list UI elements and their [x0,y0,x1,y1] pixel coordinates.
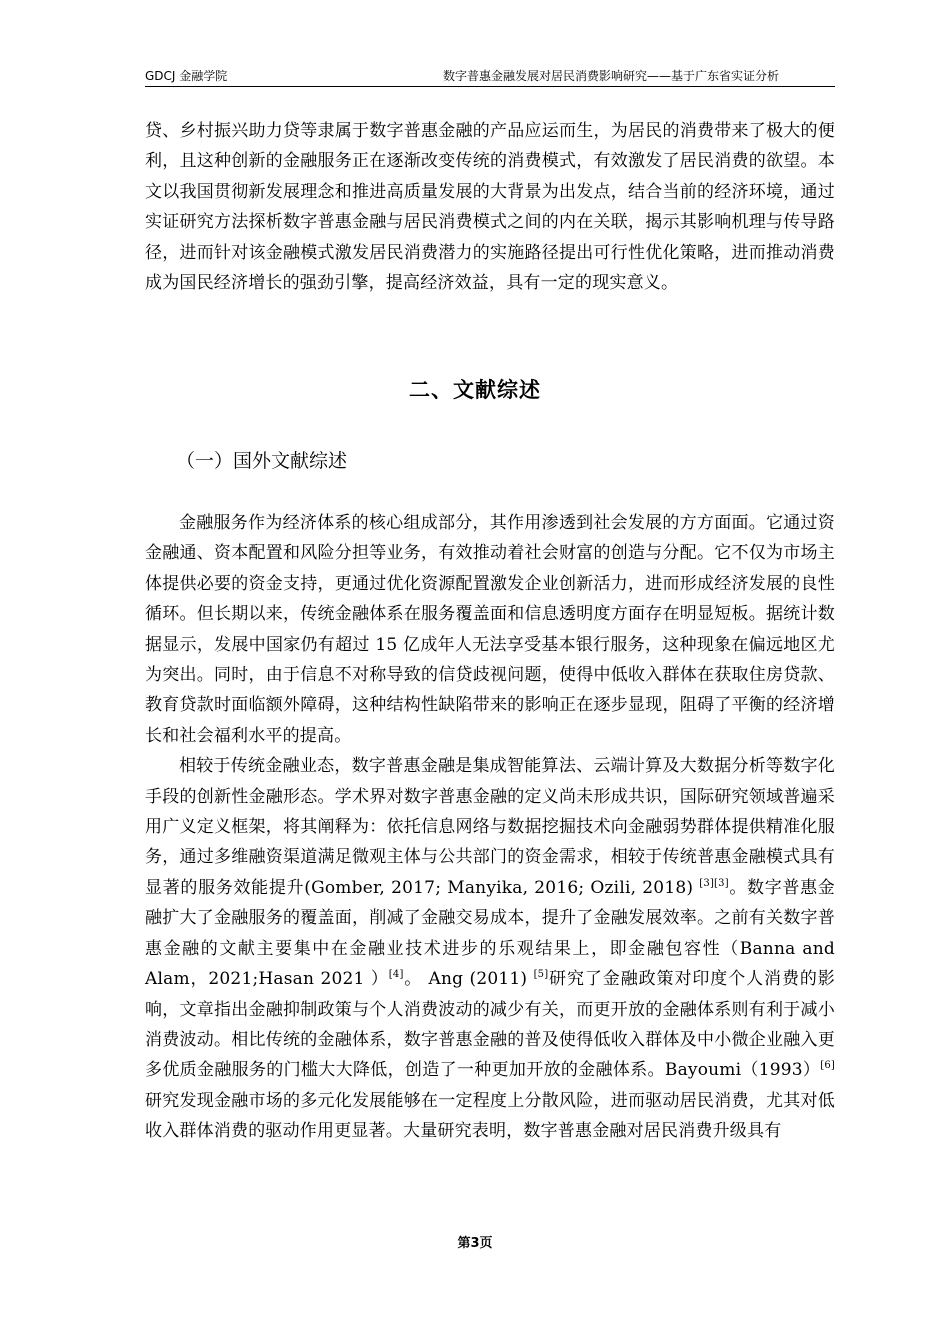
intro-paragraph: 贷、乡村振兴助力贷等隶属于数字普惠金融的产品应运而生，为居民的消费带来了极大的便利，且这种创新的金融服务正在逐渐改变传统的消费模式，有效激发了居民消费的欲望。本文以我国贯彻新发展理念和推进高质量发展的大背景为出发点，结合当前的经济环境，通过实证研究方法探析数字普惠金融与居民消费模式之间的内在关联，揭示其影响机理与传导路径，进而针对该金融模式激发居民消费潜力的实施路径提出可行性优化策略，进而推动消费成为国民经济增长的强劲引擎，提高经济效益，具有一定的现实意义。 [145,121,835,294]
citation-ref-3: [3][3] [699,877,729,889]
paragraph-1: 金融服务作为经济体系的核心组成部分，其作用渗透到社会发展的方方面面。它通过资金融通、资本配置和风险分担等业务，有效推动着社会财富的创造与分配。它不仅为市场主体提供必要的资金支持，更通过优化资源配置激发企业创新活力，进而形成经济发展的良性循环。但长期以来，传统金融体系在服务覆盖面和信息透明度方面存在明显短板。据统计数据显示，发展中国家仍有超过 15 亿成年人无法享受基本银行服务，这种现象在偏远地区尤为突出。同时，由于信息不对称导致的信贷歧视问题，使得中低收入群体在获取住房贷款、教育贷款时面临额外障碍，这种结构性缺陷带来的影响正在逐步显现，阻碍了平衡的经济增长和社会福利水平的提高。 [145,513,835,746]
intro-paragraph-block [145,116,835,298]
paragraph-2-text-3: 。 Ang (2011) [403,969,534,990]
header-institution: GDCJ 金融学院 [145,69,228,83]
page-header [145,64,835,87]
citation-ref-6: [6] [820,1060,835,1072]
page-number: 第3页 [457,1236,493,1251]
literature-review-block [145,508,835,1147]
paragraph-2-text-4: 研究了金融政策对印度个人消费的影响，文章指出金融抑制政策与个人消费波动的减少有关，而更开放的金融体系则有利于减小消费波动。相比传统的金融体系，数字普惠金融的普及使得低收入群体及中小微企业融入更多优质金融服务的门槛大大降低，创造了一种更加开放的金融体系。Bayoumi（1993） [145,969,835,1081]
section-title: 二、文献综述 [409,378,541,402]
paragraph-2 [145,751,835,1146]
paragraph-2-text-2: 。数字普惠金融扩大了金融服务的覆盖面，削减了金融交易成本，提升了金融发展效率。之前有关数字普惠金融的文献主要集中在金融业技术进步的乐观结果上，即金融包容性（Banna and Alam，2021;Hasan 2021 ） [145,877,836,990]
citation-ref-4: [4] [388,969,404,981]
header-paper-title: 数字普惠金融发展对居民消费影响研究——基于广东省实证分析 [442,69,779,83]
paragraph-2-text-1: 相较于传统金融业态，数字普惠金融是集成智能算法、云端计算及大数据分析等数字化手段的创新性金融形态。学术界对数字普惠金融的定义尚未形成共识，国际研究领域普遍采用广义定义框架，将其阐释为：依托信息网络与数据挖掘技术向金融弱势群体提供精准化服务，通过多维融资渠道满足微观主体与公共部门的资金需求，相较于传统普惠金融模式具有显著的服务效能提升(Gomber, 2017; Manyika, 2016; Ozili, 2018) [145,756,835,898]
subsection-title: （一）国外文献综述 [176,450,348,472]
citation-ref-5: [5] [533,969,549,981]
paragraph-2-text-5: 研究发现金融市场的多元化发展能够在一定程度上分散风险，进而驱动居民消费，尤其对低收入群体消费的驱动作用更显著。大量研究表明，数字普惠金融对居民消费升级具有 [145,1090,835,1142]
